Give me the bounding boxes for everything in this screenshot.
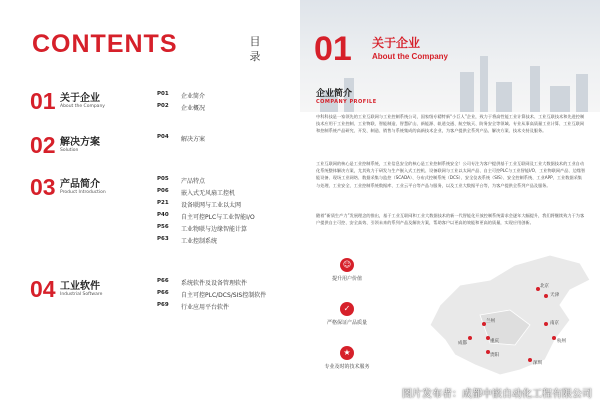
medal-icon: ★ (340, 346, 354, 360)
city-label: 重庆 (490, 339, 499, 344)
section-subtitle: About the Company (60, 104, 105, 109)
section-subtitle: Solution (60, 148, 79, 153)
section-number: 01 (30, 88, 56, 114)
feature-quality: ✓ 严格保证产品质量 (326, 304, 367, 326)
feature-service: ★ 专业及时的技术服务 (324, 348, 370, 370)
city-label: 成都 (458, 341, 467, 346)
section-title: 关于企业 (60, 93, 100, 104)
map-marker (552, 336, 556, 340)
city-label: 天津 (550, 293, 559, 298)
section-title: 解决方案 (60, 137, 100, 148)
about-page (300, 0, 600, 406)
section-subtitle: Industrial Software (60, 292, 103, 297)
city-label: 北京 (540, 284, 549, 289)
city-label: 深圳 (533, 361, 542, 366)
city-label: 贵阳 (490, 353, 499, 358)
section-title: 产品简介 (60, 179, 100, 190)
shield-icon: ✓ (340, 302, 354, 316)
map-marker (544, 294, 548, 298)
paragraph: 中科科技是一家领先的工业互联网与工业控制系统公司，国家级专精特新“小巨人”企业，致力于将高性能工业计算技术、工业互联技术和先进控制技术应用于工业控制、工业物联、智能制造、智慧矿山、新能源、轨道交通、航空航天、防务安全等领域。专业从事高质量工业计算、工业互联网和控制系统产品研究、开发、制造、销售与系统集成的高新技术企业，为客户提供全系列产品、解决方案、技术支持及服务。 (316, 114, 585, 134)
china-map (420, 245, 595, 385)
city-label: 南京 (550, 321, 559, 326)
map-marker (544, 322, 548, 326)
contents-title: CONTENTS (32, 30, 178, 58)
mulu-label: 目录 (249, 35, 261, 63)
city-label: 兰州 (486, 319, 495, 324)
map-marker (528, 358, 532, 362)
map-marker (468, 336, 472, 340)
feature-user-value: ☺ 提升用户价值 (331, 260, 362, 282)
section-number: 04 (30, 276, 56, 302)
profile-heading: 企业简介 (316, 89, 353, 99)
contents-page: CONTENTS 目录 01 关于企业 About the Company P01 企业简介 P02 企业概况 02 解决方案 Solution P04 解决方案 03 产品简介 Product Introduction P05 产品特点 P06 嵌入式无风扇工控机 P21 设备联网与工业以太网 P40 自主可控PLC与工业智能I/O P56 工业物联与边缘智能计算 P63 工业控制系统 04 工业软件 Industrial Software P66 系统软件及设备管理软件 P66 自主可控PLC/DCS/SIS控制软件 P69 行业应用平台软件 (0, 0, 300, 406)
user-icon: ☺ (340, 258, 354, 272)
section-number: 02 (30, 132, 56, 158)
watermark: 图片发布者：成都中嵌自动化工程有限公司 (402, 389, 592, 400)
section-number: 01 (314, 30, 352, 68)
paragraph: 随着“新质生产力”发展理念的推出，基于工业互联网和工业大数据技术的新一代智能化开放控制系统需求会逐年大幅提升，我们将继续致力于为客户提供自主可控、安全高效、引领未来的系列产品及解决方案，帮助客户以更高的效能和更高的质量，实现应用创新。 (316, 213, 585, 226)
section-number: 03 (30, 174, 56, 200)
city-label: 杭州 (557, 339, 566, 344)
section-title: 关于企业 (372, 36, 421, 50)
section-subtitle: Product Introduction (60, 190, 106, 195)
section-title-en: About the Company (372, 52, 448, 61)
paragraph: 工业互联网的核心是工业控制系统，工业信息安全的核心是工业控制系统安全！公司专注为客户提供基于工业互联网及工业大数据技术的工业自动化系统整体解决方案，尤其致力于研发与生产嵌入式工控机、设备联网与工业以太网产品、自主可控PLC与工业智能I/O、工业物联网产品、边缘智能设备、现场工业网络、数据采集与监控（SCADA）、分布式控制系统（DCS）、安全仪表系统（SIS）、安全控制系统、工业APP、工业数据采集与处理、工业安全、工业控制系统数据库、工业云平台等产品与服务，以及工业大数据平台等，为客户提供全系列产品及服务。 (316, 161, 586, 188)
profile-heading-en: COMPANY PROFILE (316, 99, 377, 105)
section-title: 工业软件 (60, 281, 100, 292)
